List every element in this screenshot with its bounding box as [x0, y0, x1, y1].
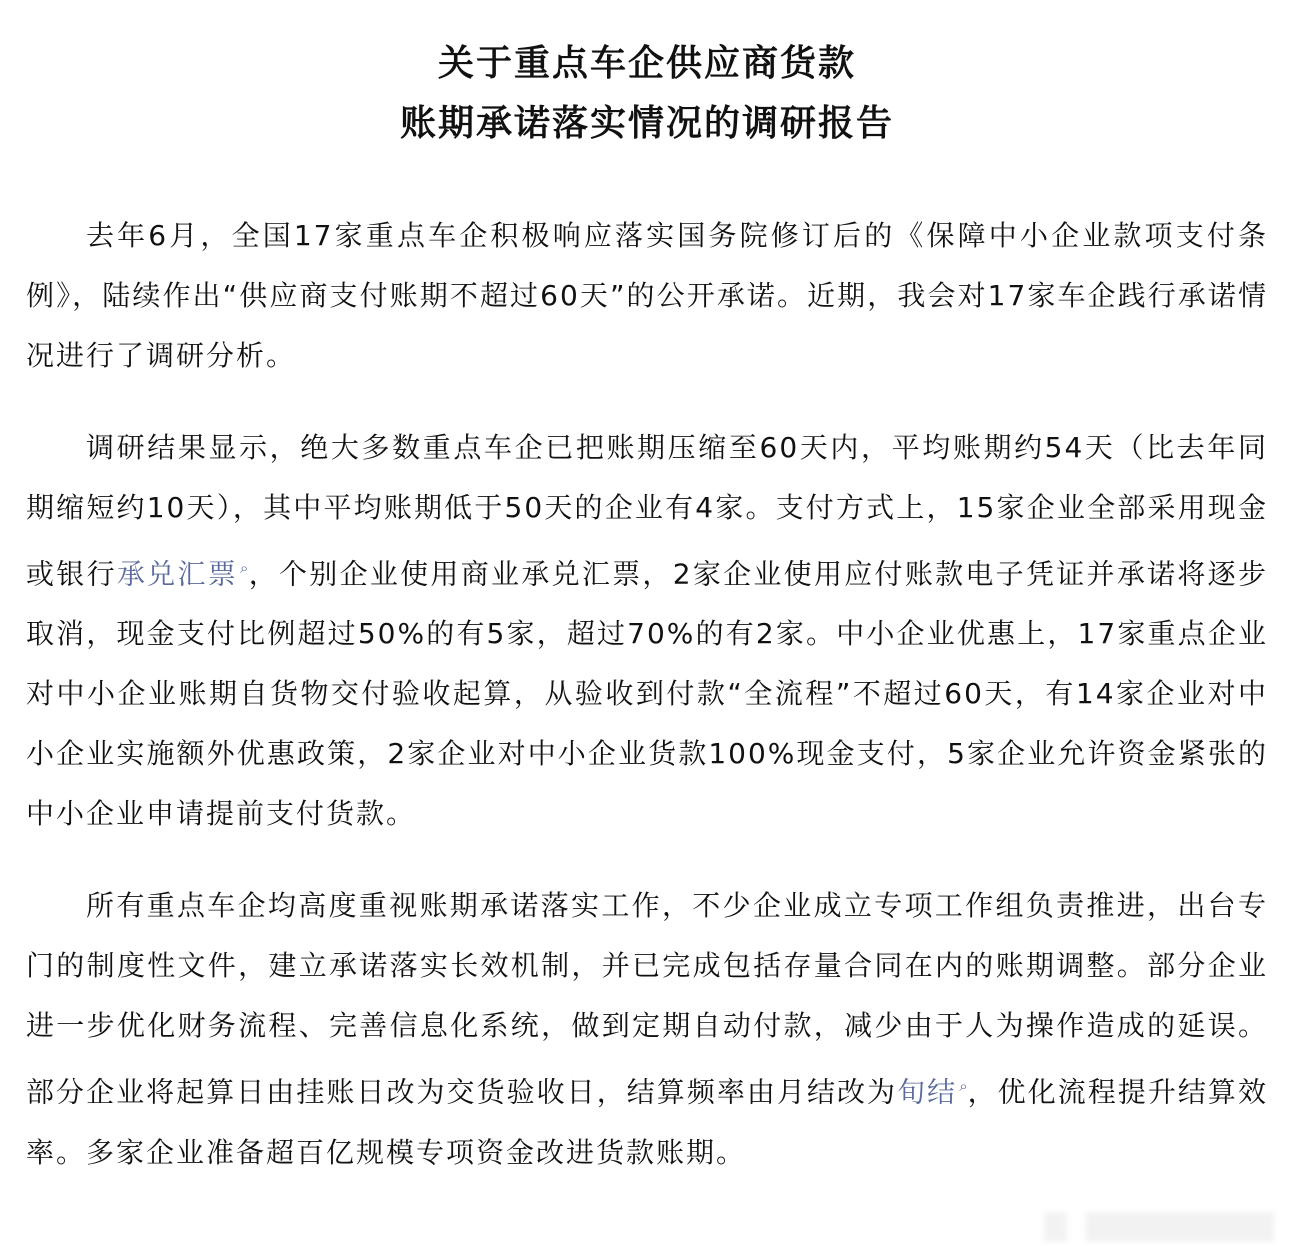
article-body: [26, 206, 1268, 1215]
paragraph: [26, 206, 1268, 386]
search-icon[interactable]: ⌕: [240, 559, 249, 577]
search-icon[interactable]: ⌕: [959, 1077, 968, 1096]
watermark-logo: [1044, 1212, 1274, 1242]
paragraph-text: 调研结果显示，绝大多数重点车企已把账期压缩至60天内，平均账期约54天（比去年同期缩短约10天），其中平均账期低于50天的企业有4家。支付方式上，15家企业全部采用现金或银行: [26, 431, 1268, 591]
paragraph: [26, 418, 1268, 844]
paragraph-text: 去年6月，全国17家重点车企积极响应落实国务院修订后的《保障中小企业款项支付条例》，陆续作出“供应商支付账期不超过60天”的公开承诺。近期，我会对17家车企践行承诺情况进行了调研分析。: [26, 219, 1268, 372]
paragraph-text: 所有重点车企均高度重视账期承诺落实工作，不少企业成立专项工作组负责推进，出台专门的制度性文件，建立承诺落实长效机制，并已完成包括存量合同在内的账期调整。部分企业进一步优化财务流程、完善信息化系统，做到定期自动付款，减少由于人为操作造成的延误。部分企业将起算日由挂账日改为交货验收日，结算频率由月结改为: [26, 889, 1268, 1109]
title-line-1: 关于重点车企供应商货款: [437, 43, 856, 84]
search-link[interactable]: 旬结: [897, 1075, 958, 1109]
paragraph: [26, 876, 1268, 1182]
search-link[interactable]: 承兑汇票: [116, 557, 239, 591]
paragraph-text: ，优化流程提升结算效率。多家企业准备超百亿规模专项资金改进货款账期。: [26, 1075, 1268, 1169]
article-title: [0, 0, 1294, 154]
title-line-2: 账期承诺落实情况的调研报告: [399, 103, 894, 144]
paragraph-text: ，个别企业使用商业承兑汇票，2家企业使用应付账款电子凭证并承诺将逐步取消，现金支付比例超过50%的有5家，超过70%的有2家。中小企业优惠上，17家重点企业对中小企业账期自货物交付验收起算，从验收到付款“全流程”不超过60天，有14家企业对中小企业实施额外优惠政策，2家企业对中小企业货款100%现金支付，5家企业允许资金紧张的中小企业申请提前支付货款。: [26, 557, 1268, 831]
